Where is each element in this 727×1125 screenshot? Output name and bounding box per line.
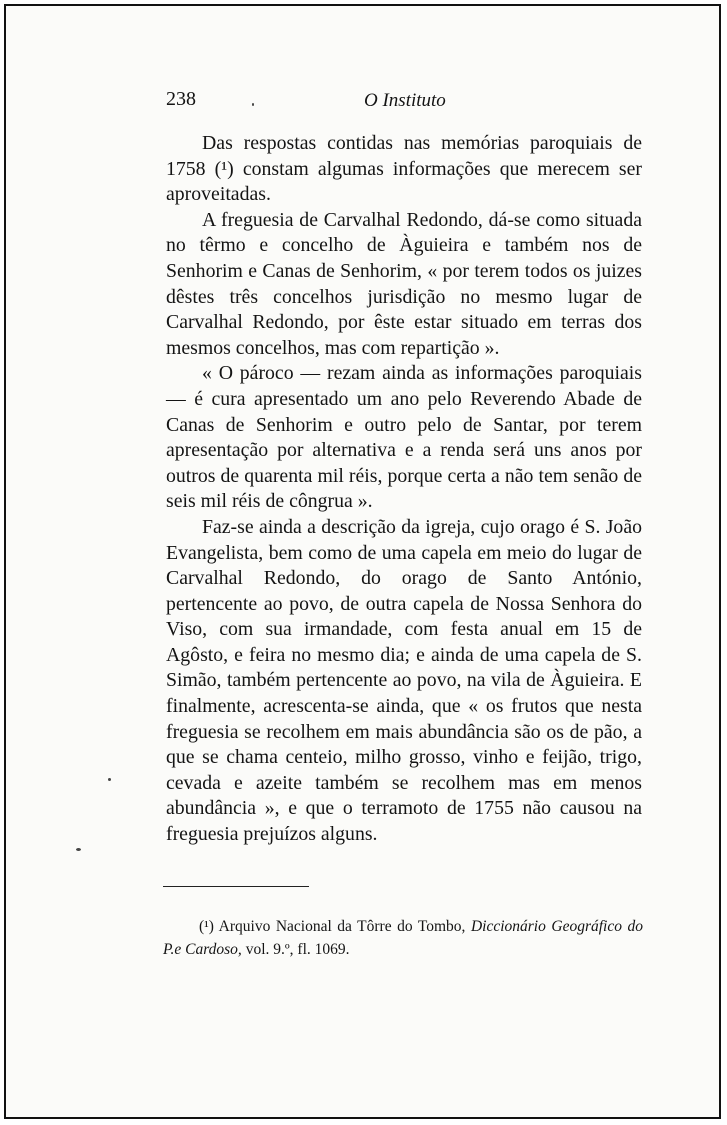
- page-number: 238: [166, 88, 196, 110]
- paragraph-1: Das respostas contidas nas memórias paroquiais de 1758 (¹) constam algumas informações que merecem ser aproveitadas.: [166, 132, 642, 206]
- paragraph-2: A freguesia de Carvalhal Redondo, dá-se como situada no têrmo e concelho de Àguieira e também nos de Senhorim e Canas de Senhorim, « por terem todos os juizes dêstes três concelhos jurisdição no mesmo lugar de Carvalhal Redondo, por êste estar situado em terras dos mesmos concelhos, mas com repartição ».: [166, 208, 642, 359]
- footnote-text: Arquivo Nacional da Tôrre do Tombo,: [218, 918, 466, 935]
- footnote-marker: (¹): [199, 918, 214, 935]
- running-head: [166, 88, 466, 112]
- scan-speck: [76, 848, 81, 851]
- body-text: [166, 131, 642, 848]
- paragraph-3: « O pároco — rezam ainda as informações paroquiais — é cura apresentado um ano pelo Reverendo Abade de Canas de Senhorim e outro pelo de Santar, por terem apresentação por alternativa e a renda será uns anos por outros de quarenta mil réis, porque certa a não tem senão de seis mil réis de côngrua ».: [166, 362, 642, 513]
- scan-speck: [108, 778, 111, 781]
- paragraph-4: Faz-se ainda a descrição da igreja, cujo orago é S. João Evangelista, bem como de uma capela em meio do lugar de Carvalhal Redondo, do orago de Santo António, pertencente ao povo, de outra capela de Nossa Senhora do Viso, com sua irmandade, com festa anual em 15 de Agôsto, e feira no mesmo dia; e ainda de uma capela de S. Simão, também pertencente ao povo, na vila de Àguieira. E finalmente, acrescenta-se ainda, que « os frutos que nesta freguesia se recolhem em mais abundância são os de pão, a que se chama centeio, milho grosso, vinho e feijão, trigo, cevada e azeite também se recolhem mas em menos abundância », e que o terramoto de 1755 não causou na freguesia prejuízos alguns.: [166, 515, 642, 846]
- footnote-title: Diccionário Geográfico do P.e Cardoso,: [163, 918, 643, 958]
- journal-title: O Instituto: [364, 90, 446, 111]
- footnote-rule: [163, 886, 309, 887]
- footnote: [163, 915, 643, 961]
- footnote-tail: vol. 9.º, fl. 1069.: [245, 941, 350, 958]
- scan-speck: [252, 103, 254, 106]
